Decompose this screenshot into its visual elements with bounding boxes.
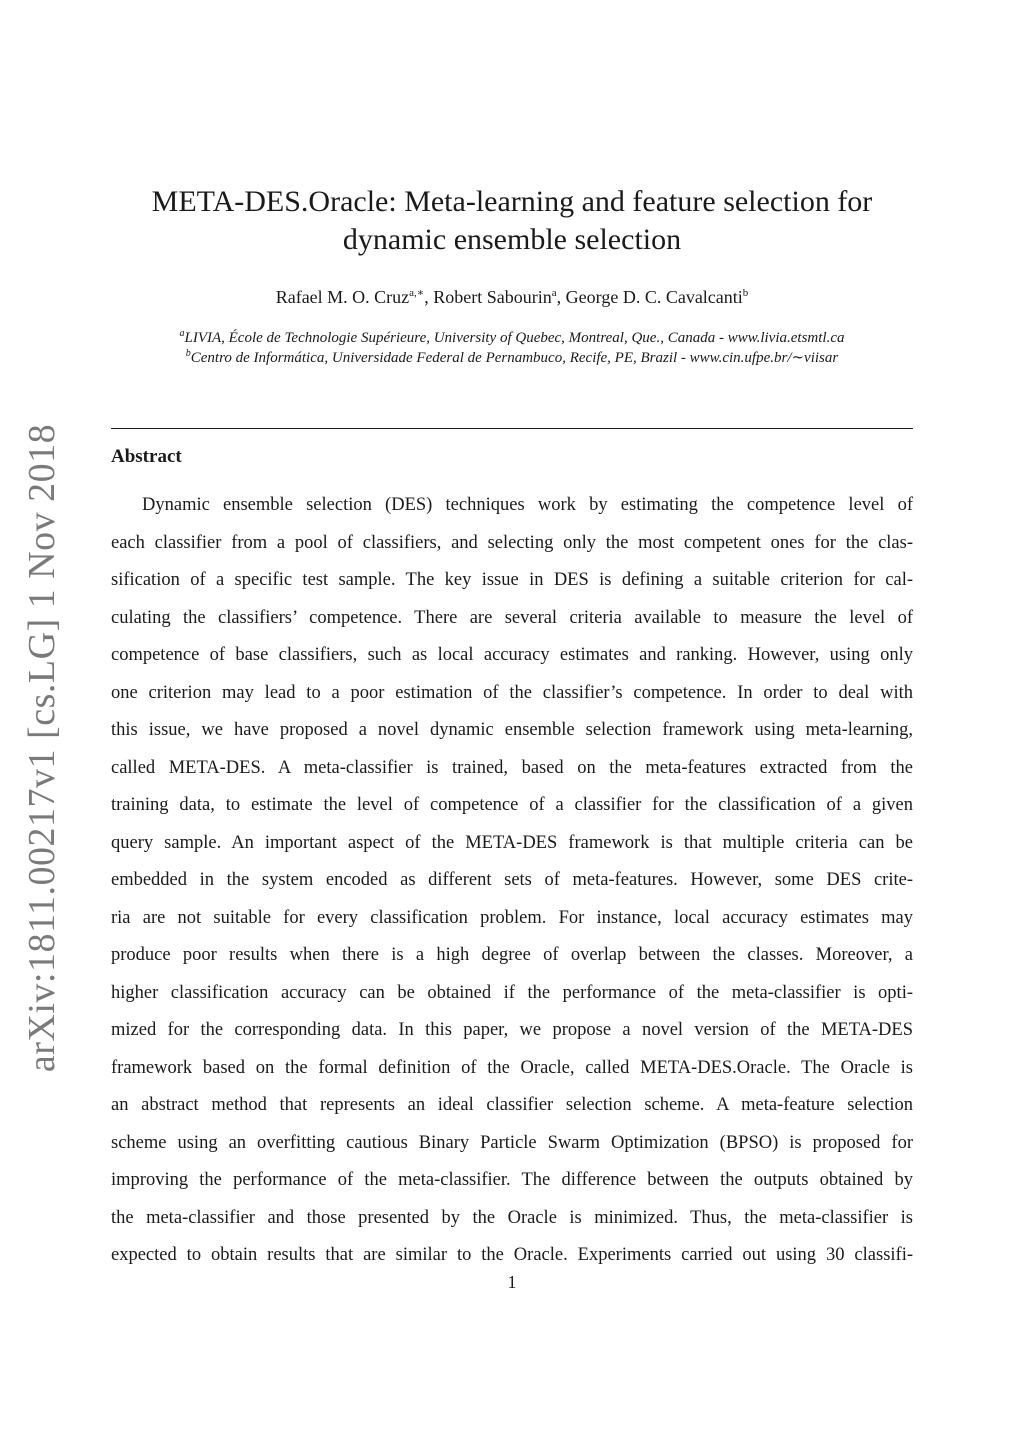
abstract-line: framework based on the formal definition of the Oracle, called META-DES.Oracle. The Oracle is — [111, 1057, 913, 1078]
affiliation-text: Centro de Informática, Universidade Federal de Pernambuco, Recife, PE, Brazil - www.cin.ufpe.br/∼viisar — [190, 350, 839, 366]
title-line-2: dynamic ensemble selection — [342, 223, 682, 256]
author-name: Rafael M. O. Cruz — [275, 287, 410, 307]
affiliation-b — [0, 348, 1024, 367]
abstract-line: each classifier from a pool of classifiers, and selecting only the most competent ones for the clas- — [111, 532, 913, 553]
abstract-line: ria are not suitable for every classification problem. For instance, local accuracy estimates may — [111, 907, 913, 928]
arxiv-identifier: arXiv:1811.00217v1 [cs.LG] 1 Nov 2018 — [21, 423, 63, 1073]
author-name: Robert Sabourin — [433, 287, 552, 307]
abstract-line: embedded in the system encoded as different sets of meta-features. However, some DES crite- — [111, 870, 913, 890]
page-number: 1 — [507, 1272, 517, 1292]
abstract-line: an abstract method that represents an ideal classifier selection scheme. A meta-feature selection — [111, 1095, 913, 1115]
abstract-line: scheme using an overfitting cautious Binary Particle Swarm Optimization (BPSO) is proposed for — [111, 1132, 913, 1153]
abstract-line: higher classification accuracy can be obtained if the performance of the meta-classifier is opti- — [111, 982, 913, 1003]
abstract-line: mized for the corresponding data. In this paper, we propose a novel version of the META-DES — [111, 1020, 913, 1040]
abstract-line: sification of a specific test sample. The key issue in DES is defining a suitable criterion for cal- — [111, 570, 913, 590]
abstract-line: one criterion may lead to a poor estimation of the classifier’s competence. In order to deal with — [111, 682, 913, 703]
abstract-line: competence of base classifiers, such as local accuracy estimates and ranking. However, using only — [111, 645, 913, 665]
affiliation-text: LIVIA, École de Technologie Supérieure, University of Quebec, Montreal, Que., Canada - www.livia.etsmtl.ca — [184, 330, 845, 346]
abstract-line: query sample. An important aspect of the META-DES framework is that multiple criteria can be — [111, 832, 913, 853]
author-marks: b — [742, 287, 749, 299]
title-line-1: META-DES.Oracle: Meta-learning and feature selection for — [151, 185, 873, 218]
affiliation-mark: a — [179, 328, 185, 339]
author-name: George D. C. Cavalcanti — [565, 287, 743, 307]
abstract-line: Dynamic ensemble selection (DES) techniques work by estimating the competence level of — [142, 495, 913, 515]
affiliation-a — [0, 328, 1024, 347]
abstract-body — [111, 491, 913, 1279]
author-marks: a,∗ — [409, 287, 425, 299]
abstract-heading: Abstract — [111, 446, 182, 467]
paper-title — [0, 183, 1024, 259]
abstract-line: produce poor results when there is a high degree of overlap between the classes. Moreover, a — [111, 945, 913, 965]
abstract-line: this issue, we have proposed a novel dynamic ensemble selection framework using meta-learning, — [111, 720, 913, 740]
abstract-line: improving the performance of the meta-classifier. The difference between the outputs obtained by — [111, 1170, 913, 1190]
abstract-line: culating the classifiers’ competence. There are several criteria available to measure the level of — [111, 607, 913, 628]
abstract-line: the meta-classifier and those presented by the Oracle is minimized. Thus, the meta-classifier is — [111, 1207, 913, 1228]
header-rule — [111, 428, 913, 429]
affiliation-mark: b — [185, 348, 191, 359]
abstract-line: expected to obtain results that are similar to the Oracle. Experiments carried out using 30 classifi- — [111, 1245, 913, 1265]
abstract-line: training data, to estimate the level of competence of a classifier for the classification of a given — [111, 795, 913, 815]
abstract-line: called META-DES. A meta-classifier is trained, based on the meta-features extracted from the — [111, 757, 913, 778]
author-list: Rafael M. O. Cruz$^{a,∗}$, Robert Sabourin$^a$, George D. C. Cavalcanti$^b$ — [275, 287, 749, 307]
author-marks: a — [551, 287, 557, 299]
